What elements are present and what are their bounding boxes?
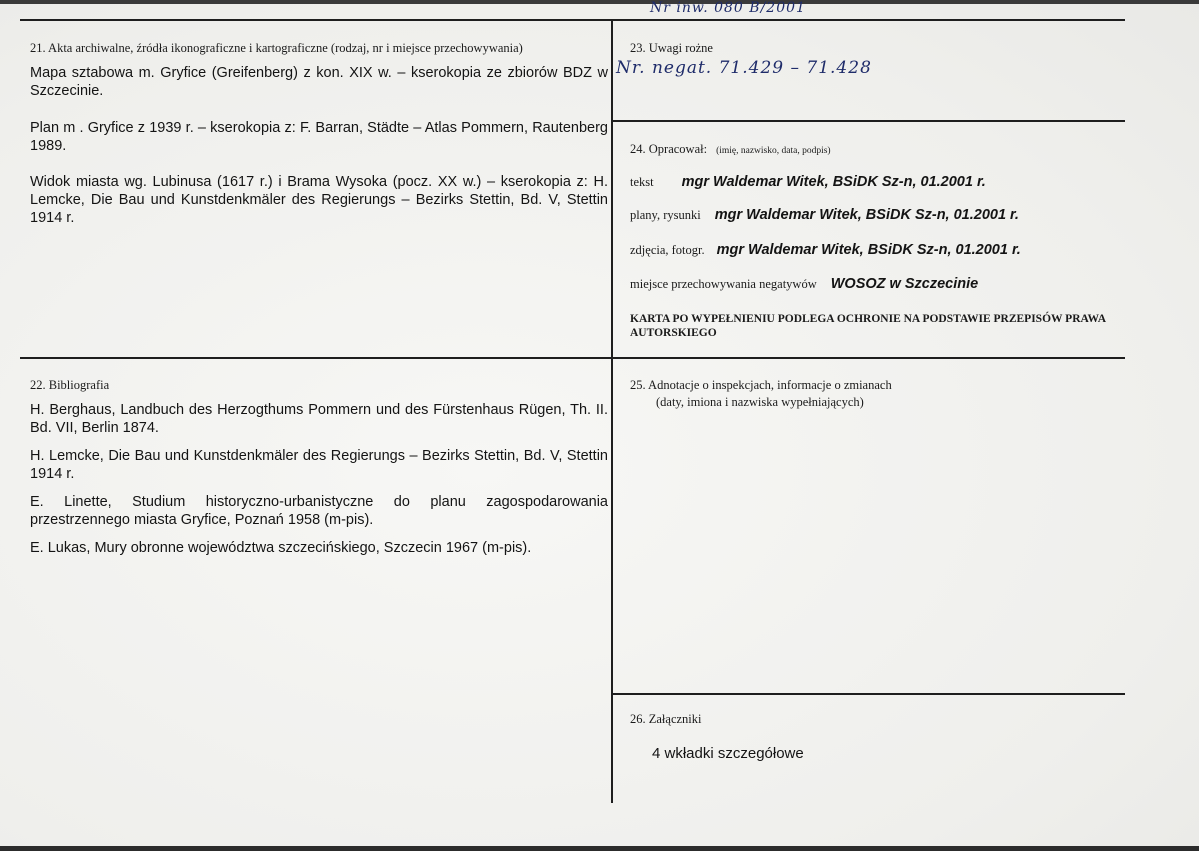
- author-row-plans: [630, 207, 1019, 223]
- section-21-entry: Widok miasta wg. Lubinusa (1617 r.) i Brama Wysoka (pocz. XX w.) – kserokopia z: H. Lemcke, Die Bau und Kunstdenkmäler des Regierungs – Bezirks Stettin, Bd. V, Stettin 1914 r.: [30, 174, 608, 226]
- bibliography-entry: H. Berghaus, Landbuch des Herzogthums Pommern und des Fürstenhaus Rügen, Th. II. Bd. VII, Berlin 1874.: [30, 402, 608, 436]
- section-24-hint: (imię, nazwisko, data, podpis): [716, 146, 831, 156]
- negatives-storage-row: [630, 276, 978, 292]
- middle-divider: [20, 357, 1125, 359]
- section-24-header: [630, 140, 831, 158]
- right-divider-25-26: [612, 693, 1125, 695]
- scan-top-edge: [0, 0, 1199, 4]
- copyright-notice: KARTA PO WYPEŁNIENIU PODLEGA OCHRONIE NA PODSTAWIE PRZEPISÓW PRAWA AUTORSKIEGO: [630, 313, 1106, 339]
- center-divider: [611, 19, 613, 803]
- section-21-label: 21. Akta archiwalne, źródła ikonograficzne i kartograficzne (rodzaj, nr i miejsce przechowywania): [30, 41, 523, 55]
- bibliography-entry: H. Lemcke, Die Bau und Kunstdenkmäler des Regierungs – Bezirks Stettin, Bd. V, Stettin 1914 r.: [30, 448, 608, 482]
- inventory-number: Nr inw. 080 B/2001: [650, 0, 806, 16]
- author-row-value: mgr Waldemar Witek, BSiDK Sz-n, 01.2001 r.: [681, 174, 986, 190]
- author-row-label: tekst: [630, 175, 654, 189]
- author-row-value: mgr Waldemar Witek, BSiDK Sz-n, 01.2001 r.: [716, 242, 1021, 258]
- section-25-label: 25. Adnotacje o inspekcjach, informacje o zmianach: [630, 378, 892, 392]
- section-24-label: 24. Opracował:: [630, 142, 708, 156]
- attachments-value: 4 wkładki szczegółowe: [652, 745, 804, 762]
- author-row-label: zdjęcia, fotogr.: [630, 243, 705, 257]
- author-row-label: plany, rysunki: [630, 208, 701, 222]
- bibliography-list: [30, 401, 608, 567]
- author-row-value: mgr Waldemar Witek, BSiDK Sz-n, 01.2001 r.: [714, 207, 1019, 223]
- negative-numbers-handwritten: Nr. negat. 71.429 – 71.428: [616, 58, 872, 78]
- section-26-label: 26. Załączniki: [630, 712, 702, 726]
- section-25-sublabel: (daty, imiona i nazwiska wypełniających): [656, 395, 864, 409]
- author-row-value: WOSOZ w Szczecinie: [830, 276, 979, 292]
- section-21-entry: Mapa sztabowa m. Gryfice (Greifenberg) z kon. XIX w. – kserokopia ze zbiorów BDZ w Szczecinie.: [30, 65, 608, 99]
- bibliography-entry: E. Lukas, Mury obronne województwa szczecińskiego, Szczecin 1967 (m-pis).: [30, 540, 532, 556]
- author-row-label: miejsce przechowywania negatywów: [630, 277, 817, 291]
- top-border-line: [20, 19, 1125, 21]
- scan-bottom-edge: [0, 846, 1199, 851]
- section-23-label: 23. Uwagi rożne: [630, 41, 713, 55]
- author-row-text: [630, 174, 986, 190]
- right-divider-23-24: [612, 120, 1125, 122]
- author-row-photos: [630, 242, 1021, 258]
- section-22-label: 22. Bibliografia: [30, 378, 110, 392]
- bibliography-entry: E. Linette, Studium historyczno-urbanistyczne do planu zagospodarowania przestrzennego miasta Gryfice, Poznań 1958 (m-pis).: [30, 494, 608, 528]
- section-21-entry: Plan m . Gryfice z 1939 r. – kserokopia z: F. Barran, Städte – Atlas Pommern, Rautenberg 1989.: [30, 120, 608, 154]
